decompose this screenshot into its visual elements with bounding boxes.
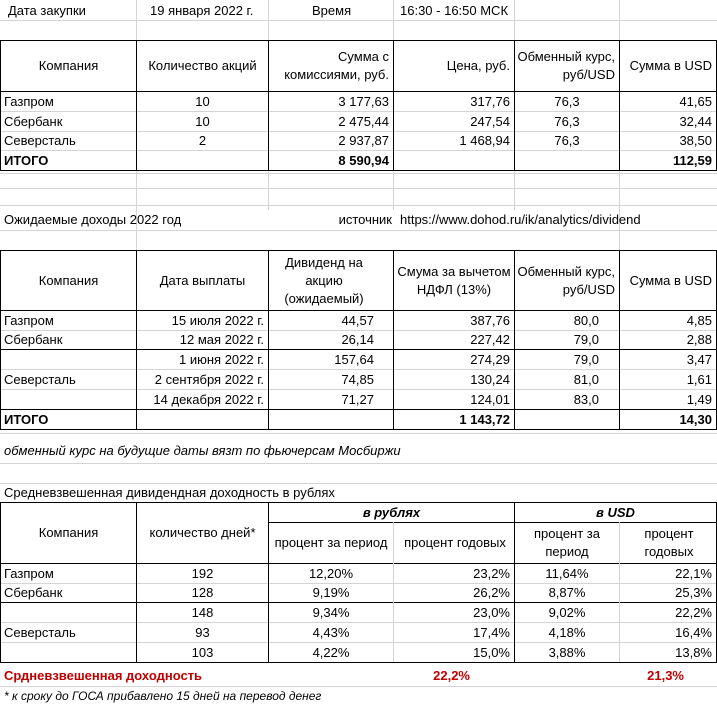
purchase-row-shares: 10: [195, 93, 210, 109]
purchase-row-price: 247,54: [470, 113, 510, 129]
yield-col-rub-period: процент за период: [274, 535, 388, 550]
purchase-row-company: Сбербанк: [4, 113, 63, 129]
yield-row-usd-annual: 22,2%: [675, 604, 712, 620]
purchase-date-value: 19 января 2022 г.: [150, 3, 254, 18]
income-row-date: 2 сентября 2022 г.: [154, 371, 264, 387]
weighted-yield-rub: 22,2%: [433, 668, 470, 683]
yield-row-rub-period: 12,20%: [308, 565, 354, 581]
yield-col-company: Компания: [38, 525, 99, 540]
income-row-net: 124,01: [470, 391, 510, 407]
purchase-row-company: Северсталь: [4, 132, 76, 148]
income-row-usd: 3,47: [686, 351, 712, 367]
yield-row-usd-annual: 16,4%: [675, 624, 712, 640]
income-row-dividend: 44,57: [341, 312, 374, 328]
yield-row-usd-period: 3,88%: [548, 644, 586, 660]
footnote: * к сроку до ГОСА прибавлено 15 дней на перевод денег: [4, 689, 322, 703]
yield-row-company: Газпром: [4, 565, 54, 581]
income-col-date: Дата выплаты: [159, 272, 246, 288]
purchase-col-company: Компания: [38, 58, 99, 73]
yield-row-usd-annual: 13,8%: [675, 644, 712, 660]
purchase-row-sum: 2 937,87: [338, 132, 389, 148]
purchase-time-label: Время: [312, 3, 352, 18]
yield-row-rub-period: 9,19%: [312, 585, 350, 600]
yield-row-rub-annual: 17,4%: [473, 624, 510, 640]
purchase-row-sum: 2 475,44: [338, 113, 389, 129]
purchase-col-shares: Количество акций: [148, 58, 257, 73]
income-row-rate: 81,0: [573, 371, 599, 387]
yield-row-usd-annual: 25,3%: [675, 585, 712, 600]
income-row-dividend: 26,14: [341, 332, 374, 347]
yield-col-usd-period: процент за период: [534, 526, 600, 559]
purchase-col-price: Цена, руб.: [446, 58, 510, 73]
weighted-yield-label: Срдневзвешенная доходность: [4, 668, 203, 683]
income-row-net: 130,24: [470, 371, 510, 387]
purchase-col-rate: Обменный курс, руб/USD: [517, 49, 615, 82]
purchase-row-company: Газпром: [4, 93, 54, 109]
yield-col-rub-annual: процент годовых: [404, 535, 506, 550]
income-source-link[interactable]: https://www.dohod.ru/ik/analytics/dividend: [400, 212, 641, 227]
income-row-dividend: 71,27: [341, 391, 374, 407]
yield-row-company: Сбербанк: [4, 585, 63, 600]
income-row-net: 387,76: [470, 312, 510, 328]
yield-row-rub-period: 4,22%: [312, 644, 350, 660]
yield-col-usd-annual: процент годовых: [644, 526, 694, 559]
exchange-rate-note: обменный курс на будущие даты вязт по фьючерсам Мосбиржи: [4, 443, 401, 458]
purchase-row-sum: 3 177,63: [338, 93, 389, 109]
purchase-row-usd: 32,44: [679, 113, 712, 129]
income-row-company: Сбербанк: [4, 332, 63, 347]
income-row-dividend: 74,85: [341, 371, 374, 387]
purchase-total-usd: 112,59: [672, 152, 712, 168]
income-col-rate: Обменный курс, руб/USD: [517, 263, 615, 297]
yield-row-company: Северсталь: [4, 624, 76, 640]
income-col-company: Компания: [38, 272, 99, 288]
income-row-usd: 4,85: [686, 312, 712, 328]
income-row-net: 227,42: [470, 332, 510, 347]
income-row-usd: 2,88: [686, 332, 712, 347]
yield-row-usd-period: 8,87%: [548, 585, 586, 600]
yield-row-days: 103: [191, 644, 214, 660]
purchase-total-rub: 8 590,94: [338, 152, 389, 168]
income-row-dividend: 157,64: [334, 351, 374, 367]
income-row-rate: 79,0: [573, 332, 599, 347]
yield-row-usd-period: 9,02%: [548, 604, 586, 620]
yield-row-usd-period: 11,64%: [545, 565, 589, 581]
yield-row-days: 93: [195, 624, 210, 640]
yield-row-usd-period: 4,18%: [548, 624, 586, 640]
yield-col-days: количество дней*: [149, 525, 256, 540]
income-row-usd: 1,49: [686, 391, 712, 407]
income-row-net: 274,29: [470, 351, 510, 367]
yield-row-days: 148: [191, 604, 214, 620]
yield-group-rub: в рублях: [362, 504, 421, 520]
income-col-usd: Сумма в USD: [629, 272, 712, 288]
purchase-row-usd: 41,65: [679, 93, 712, 109]
yield-row-days: 128: [191, 585, 214, 600]
yield-row-rub-annual: 23,2%: [473, 565, 510, 581]
yield-row-usd-annual: 22,1%: [675, 565, 712, 581]
purchase-row-rate: 76,3: [554, 93, 580, 109]
yield-row-rub-annual: 26,2%: [473, 585, 510, 600]
income-total-usd: 14,30: [679, 411, 712, 427]
income-total-rub: 1 143,72: [459, 411, 510, 427]
income-row-company: Газпром: [4, 312, 54, 328]
yield-row-rub-annual: 15,0%: [473, 644, 510, 660]
income-col-dividend: Дивиденд на акцию (ожидаемый): [284, 254, 364, 306]
purchase-row-shares: 10: [195, 113, 210, 129]
income-row-date: 1 июня 2022 г.: [179, 351, 264, 367]
income-row-usd: 1,61: [686, 371, 712, 387]
income-row-rate: 83,0: [573, 391, 599, 407]
income-row-date: 12 мая 2022 г.: [179, 332, 264, 347]
purchase-col-sum: Сумма с комиссиями, руб.: [284, 49, 389, 82]
income-row-date: 14 декабря 2022 г.: [153, 391, 264, 407]
income-source-label: источник: [338, 212, 392, 227]
purchase-col-usd: Сумма в USD: [629, 58, 712, 73]
weighted-yield-usd: 21,3%: [647, 668, 684, 683]
income-total-label: ИТОГО: [4, 411, 49, 427]
purchase-row-usd: 38,50: [679, 132, 712, 148]
purchase-row-rate: 76,3: [554, 113, 580, 129]
purchase-row-price: 317,76: [470, 93, 510, 109]
yield-row-rub-annual: 23,0%: [473, 604, 510, 620]
purchase-row-price: 1 468,94: [459, 132, 510, 148]
income-row-rate: 79,0: [573, 351, 599, 367]
yield-title: Средневзвешенная дивидендная доходность в рублях: [4, 485, 335, 500]
income-row-company: Северсталь: [4, 371, 76, 387]
income-title: Ожидаемые доходы 2022 год: [4, 212, 182, 227]
purchase-row-shares: 2: [198, 132, 207, 148]
purchase-date-label: Дата закупки: [8, 3, 86, 18]
purchase-time-value: 16:30 - 16:50 МСК: [400, 3, 509, 18]
income-row-rate: 80,0: [573, 312, 599, 328]
purchase-row-rate: 76,3: [554, 132, 580, 148]
income-row-date: 15 июля 2022 г.: [171, 312, 264, 328]
purchase-total-label: ИТОГО: [4, 152, 49, 168]
income-col-net: Смума за вычетом НДФЛ (13%): [397, 263, 511, 297]
yield-group-usd: в USD: [596, 504, 635, 520]
yield-row-rub-period: 9,34%: [312, 604, 350, 620]
yield-row-days: 192: [191, 565, 214, 581]
yield-row-rub-period: 4,43%: [312, 624, 350, 640]
